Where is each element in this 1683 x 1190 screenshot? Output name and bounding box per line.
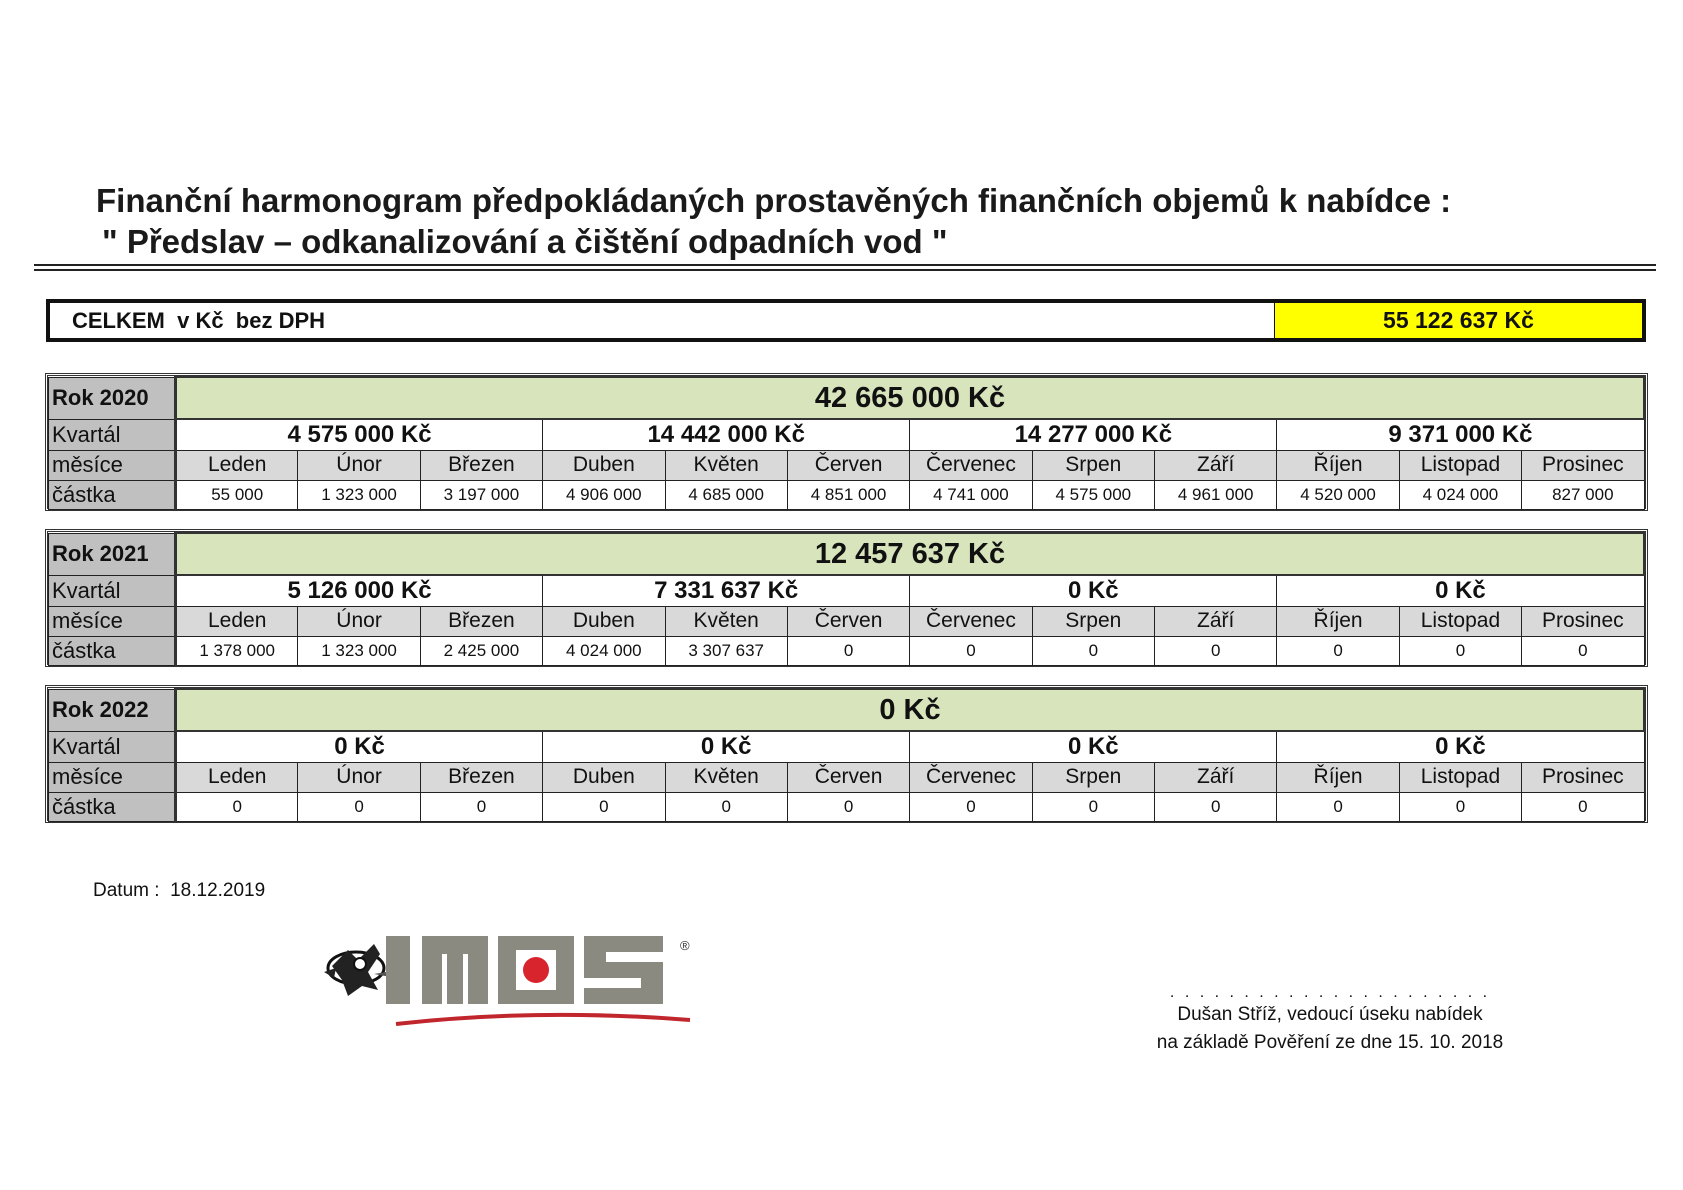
month-amount: 0 (665, 792, 787, 821)
title-line-1: Finanční harmonogram předpokládaných prostavěných finančních objemů k nabídce : (96, 182, 1452, 219)
month-name: Říjen (1277, 450, 1399, 480)
date-label: Datum : (93, 880, 160, 901)
total-box (46, 299, 1646, 342)
quarter-total: 14 277 000 Kč (910, 419, 1277, 450)
month-name: Červenec (910, 606, 1032, 636)
month-name: Říjen (1277, 606, 1399, 636)
month-name: Listopad (1399, 450, 1521, 480)
quarter-label: Kvartál (49, 419, 176, 450)
month-amount: 0 (1277, 636, 1399, 665)
month-amount: 3 307 637 (665, 636, 787, 665)
month-name: Leden (176, 762, 298, 792)
signature-block (1100, 985, 1560, 1057)
year-total: 42 665 000 Kč (176, 377, 1645, 419)
month-name: Květen (665, 450, 787, 480)
month-amount: 4 024 000 (1399, 480, 1521, 509)
month-name: Duben (543, 450, 665, 480)
month-name: Listopad (1399, 762, 1521, 792)
signature-basis: na základě Pověření ze dne 15. 10. 2018 (1156, 1032, 1504, 1053)
date-line (93, 880, 265, 902)
month-amount: 0 (298, 792, 420, 821)
month-name: Červenec (910, 450, 1032, 480)
amount-label: částka (49, 792, 176, 821)
month-amount: 0 (1155, 792, 1277, 821)
quarter-total: 0 Kč (910, 575, 1277, 606)
month-amount: 4 906 000 (543, 480, 665, 509)
month-amount: 4 741 000 (910, 480, 1032, 509)
month-name: Květen (665, 762, 787, 792)
signature-dots: . . . . . . . . . . . . . . . . . . . . . . (1169, 984, 1491, 1001)
month-amount: 0 (1155, 636, 1277, 665)
month-amount: 4 851 000 (787, 480, 909, 509)
month-amount: 0 (1032, 792, 1154, 821)
quarter-label: Kvartál (49, 575, 176, 606)
month-amount: 0 (1277, 792, 1399, 821)
month-name: Březen (420, 762, 542, 792)
month-name: Březen (420, 606, 542, 636)
date-value: 18.12.2019 (170, 880, 266, 901)
year-label: Rok 2022 (49, 689, 176, 731)
year-label: Rok 2021 (49, 533, 176, 575)
month-amount: 0 (543, 792, 665, 821)
title-divider (34, 264, 1656, 271)
month-name: Únor (298, 606, 420, 636)
month-amount: 0 (910, 792, 1032, 821)
svg-text:®: ® (680, 938, 690, 953)
signature-name: Dušan Stříž, vedoucí úseku nabídek (1177, 1004, 1483, 1025)
month-name: Prosinec (1522, 606, 1644, 636)
month-name: Červen (787, 606, 909, 636)
month-name: Květen (665, 606, 787, 636)
amount-label: částka (49, 636, 176, 665)
month-amount: 4 024 000 (543, 636, 665, 665)
year-total: 12 457 637 Kč (176, 533, 1645, 575)
month-name: Únor (298, 762, 420, 792)
month-amount: 0 (420, 792, 542, 821)
month-amount: 0 (1032, 636, 1154, 665)
month-amount: 4 685 000 (665, 480, 787, 509)
month-name: Březen (420, 450, 542, 480)
quarter-total: 4 575 000 Kč (176, 419, 543, 450)
month-amount: 0 (1399, 636, 1521, 665)
quarter-total: 0 Kč (543, 731, 910, 762)
month-amount: 1 323 000 (298, 480, 420, 509)
month-name: Srpen (1032, 606, 1154, 636)
amount-label: částka (49, 480, 176, 509)
month-amount: 0 (910, 636, 1032, 665)
year-table (45, 373, 1648, 511)
month-name: Srpen (1032, 762, 1154, 792)
month-name: Prosinec (1522, 762, 1644, 792)
month-amount: 827 000 (1522, 480, 1644, 509)
total-label: CELKEM v Kč bez DPH (72, 307, 326, 333)
month-amount: 4 520 000 (1277, 480, 1399, 509)
month-amount: 0 (1399, 792, 1521, 821)
month-amount: 0 (176, 792, 298, 821)
quarter-total: 0 Kč (1277, 575, 1644, 606)
imos-logo-icon (318, 920, 708, 1032)
month-amount: 0 (1522, 636, 1644, 665)
months-label: měsíce (49, 606, 176, 636)
month-name: Duben (543, 762, 665, 792)
month-amount: 0 (787, 636, 909, 665)
month-amount: 2 425 000 (420, 636, 542, 665)
month-name: Říjen (1277, 762, 1399, 792)
quarter-total: 0 Kč (910, 731, 1277, 762)
month-name: Leden (176, 606, 298, 636)
year-total: 0 Kč (176, 689, 1645, 731)
month-amount: 0 (787, 792, 909, 821)
year-table (45, 685, 1648, 823)
month-amount: 1 323 000 (298, 636, 420, 665)
month-name: Prosinec (1522, 450, 1644, 480)
month-name: Duben (543, 606, 665, 636)
month-amount: 4 575 000 (1032, 480, 1154, 509)
month-name: Červen (787, 450, 909, 480)
quarter-total: 9 371 000 Kč (1277, 419, 1644, 450)
year-table (45, 529, 1648, 667)
quarter-label: Kvartál (49, 731, 176, 762)
month-name: Červenec (910, 762, 1032, 792)
document-title (96, 180, 1596, 262)
month-amount: 3 197 000 (420, 480, 542, 509)
quarter-total: 5 126 000 Kč (176, 575, 543, 606)
months-label: měsíce (49, 450, 176, 480)
quarter-total: 0 Kč (176, 731, 543, 762)
month-amount: 55 000 (176, 480, 298, 509)
month-name: Leden (176, 450, 298, 480)
quarter-total: 0 Kč (1277, 731, 1644, 762)
total-value: 55 122 637 Kč (1274, 303, 1642, 338)
quarter-total: 7 331 637 Kč (543, 575, 910, 606)
quarter-total: 14 442 000 Kč (543, 419, 910, 450)
year-label: Rok 2020 (49, 377, 176, 419)
title-line-2: " Předslav – odkanalizování a čištění odpadních vod " (102, 223, 948, 260)
month-name: Červen (787, 762, 909, 792)
month-name: Srpen (1032, 450, 1154, 480)
month-amount: 0 (1522, 792, 1644, 821)
month-name: Září (1155, 762, 1277, 792)
month-amount: 1 378 000 (176, 636, 298, 665)
month-name: Září (1155, 606, 1277, 636)
month-name: Září (1155, 450, 1277, 480)
month-name: Únor (298, 450, 420, 480)
month-name: Listopad (1399, 606, 1521, 636)
month-amount: 4 961 000 (1155, 480, 1277, 509)
months-label: měsíce (49, 762, 176, 792)
